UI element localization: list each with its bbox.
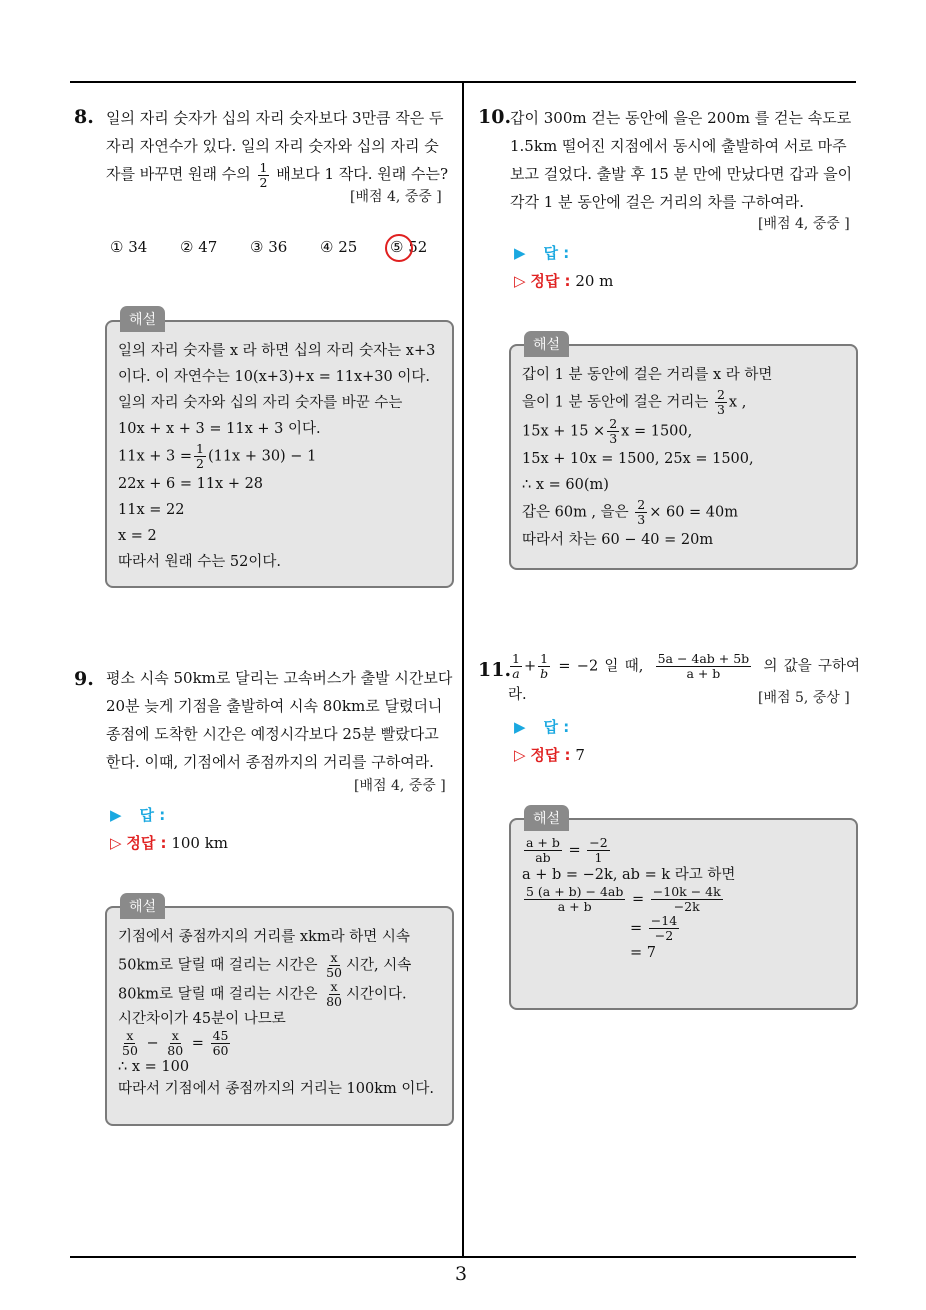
q8-line3a: 자를 바꾸면 원래 수의 [106, 165, 251, 183]
play-icon: ▶ [514, 718, 526, 736]
q9-solution-tag: 해설 [120, 893, 165, 919]
frac-1-over-a: $\frac{1}{a}$ [512, 651, 520, 681]
q10-sol-line: 갑이 1 분 동안에 걸은 거리를 x 라 하면 [522, 367, 773, 383]
q9-sol-line: $\frac{x}{50}$ − $\frac{x}{80}$ = $\frac{45}{60}$ [122, 1028, 229, 1058]
q8-sol-line: x = 2 [118, 528, 157, 544]
q10-score: [배점 4, 중중 ] [758, 216, 850, 232]
q10-sol-line: 갑은 60m , 을은 $\frac{2}{3}$ × 60 = 40m [522, 497, 739, 527]
choice-5[interactable]: ⑤ 52 [390, 238, 428, 256]
q9-sol-line: 시간차이가 45분이 나므로 [118, 1011, 286, 1027]
q10-sol-line: 15x + 15 × $\frac{2}{3}$ x = 1500, [522, 416, 693, 446]
q10-correct-row [514, 270, 613, 291]
q8-line2: 자리 자연수가 있다. 일의 자리 숫자와 십의 자리 숫 [106, 137, 439, 155]
correct-label: 정답 : [530, 272, 571, 290]
q9-correct-row [110, 832, 228, 853]
q10-sol-line: ∴ x = 60(m) [522, 477, 609, 493]
question-11-number: 11. [478, 659, 512, 681]
correct-value: 100 km [171, 834, 229, 852]
q11-solution-text [522, 836, 852, 963]
q9-line: 20분 늦게 기점을 출발하여 시속 80km로 달렸더니 [106, 697, 443, 715]
choice-1[interactable]: ① 34 [110, 238, 148, 256]
column-divider [462, 81, 464, 1257]
q8-sol-line: 일의 자리 숫자와 십의 자리 숫자를 바꾼 수는 [118, 395, 403, 411]
play-icon: ▶ [110, 806, 122, 824]
play-icon: ▶ [514, 244, 526, 262]
q8-sol-line: 따라서 원래 수는 52이다. [118, 554, 281, 570]
q11-sol-line: $\frac{5 (a + b) - 4ab}{a + b}$ = $\frac{-10k - 4k}{-2k}$ [526, 884, 721, 914]
q9-score: [배점 4, 중중 ] [354, 778, 446, 794]
correct-value: 20 m [575, 272, 614, 290]
q11-solution-tag: 해설 [524, 805, 569, 831]
q8-score: [배점 4, 중중 ] [350, 189, 442, 205]
q11-sol-line: a + b = −2k, ab = k 라고 하면 [522, 867, 736, 883]
q11-correct-row [514, 744, 585, 765]
q9-solution-text [118, 924, 448, 1103]
answer-label: 답 : [139, 806, 166, 824]
q11-sol-line: $\frac{a + b}{ab}$ = $\frac{-2}{1}$ [526, 835, 608, 865]
page-number: 3 [455, 1263, 468, 1285]
q9-line: 한다. 이때, 기점에서 종점까지의 거리를 구하여라. [106, 753, 434, 771]
triangle-outline-icon: ▷ [514, 272, 526, 290]
q9-line: 종점에 도착한 시간은 예정시각보다 25분 빨랐다고 [106, 725, 439, 743]
q8-line1: 일의 자리 숫자가 십의 자리 숫자보다 3만큼 작은 두 [106, 109, 444, 127]
triangle-outline-icon: ▷ [514, 746, 526, 764]
correct-value: 7 [575, 746, 585, 764]
question-10-number: 10. [478, 106, 512, 128]
triangle-outline-icon: ▷ [110, 834, 122, 852]
q10-line: 1.5km 떨어진 지점에서 동시에 출발하여 서로 마주 [510, 137, 847, 155]
q11-sol-line: = 7 [630, 945, 656, 961]
q10-solution-text [522, 362, 852, 553]
question-8-number: 8. [74, 106, 94, 128]
half-fraction: $\frac{1}{2}$ [259, 159, 268, 190]
q11-answer-row[interactable] [514, 716, 569, 737]
q9-answer-row[interactable] [110, 804, 165, 825]
q11-condition: = −2 일 때, [558, 658, 644, 675]
question-11-text: $\frac{1}{a}$ + $\frac{1}{b}$ = −2 일 때, $\frac{5a - 4ab + 5b}{a + b}$ 의 값을 구하여라. [508, 651, 861, 703]
q8-solution-tag: 해설 [120, 306, 165, 332]
q9-sol-line: 50km로 달릴 때 걸리는 시간은 $\frac{x}{50}$ 시간, 시속 [118, 950, 412, 980]
q9-sol-line: ∴ x = 100 [118, 1059, 190, 1075]
q9-line: 평소 시속 50km로 달리는 고속버스가 출발 시간보다 [106, 669, 453, 687]
q8-solution-text [118, 338, 448, 575]
q11-tail: 의 값을 구하여라. [508, 658, 861, 703]
answer-label: 답 : [543, 244, 570, 262]
q10-sol-line: 따라서 차는 60 − 40 = 20m [522, 532, 714, 548]
q8-sol-line: 22x + 6 = 11x + 28 [118, 476, 264, 492]
choice-2[interactable]: ② 47 [180, 238, 218, 256]
q8-sol-line: 일의 자리 숫자를 x 라 하면 십의 자리 숫자는 x+3 [118, 343, 436, 359]
choice-3[interactable]: ③ 36 [250, 238, 288, 256]
q11-sol-line: = $\frac{-14}{-2}$ [630, 913, 678, 943]
bottom-rule [70, 1256, 856, 1258]
q11-expression-fraction: $\frac{5a - 4ab + 5b}{a + b}$ [657, 651, 750, 681]
q9-sol-line: 따라서 기점에서 종점까지의 거리는 100km 이다. [118, 1081, 434, 1097]
question-9-text [106, 664, 456, 776]
q8-sol-line: 10x + x + 3 = 11x + 3 이다. [118, 421, 321, 437]
choice-4[interactable]: ④ 25 [320, 238, 358, 256]
q10-line: 갑이 300m 걷는 동안에 을은 200m 를 걷는 속도로 [510, 109, 852, 127]
answer-label: 답 : [543, 718, 570, 736]
q9-sol-line: 기점에서 종점까지의 거리를 xkm라 하면 시속 [118, 929, 410, 945]
selected-answer-circle-icon [385, 234, 413, 262]
q9-sol-line: 80km로 달릴 때 걸리는 시간은 $\frac{x}{80}$ 시간이다. [118, 979, 407, 1009]
correct-label: 정답 : [126, 834, 167, 852]
q10-sol-line: 을이 1 분 동안에 걸은 거리는 $\frac{2}{3}$ x , [522, 387, 747, 417]
q10-line: 보고 걸었다. 출발 후 15 분 만에 만났다면 갑과 을이 [510, 165, 853, 183]
q8-sol-line: 이다. 이 자연수는 10(x+3)+x = 11x+30 이다. [118, 369, 430, 385]
q10-line: 각각 1 분 동안에 걸은 거리의 차를 구하여라. [510, 193, 805, 211]
q8-line3b: 배보다 1 작다. 원래 수는? [276, 165, 449, 183]
q8-sol-line: 11x = 22 [118, 502, 185, 518]
q8-sol-line: 11x + 3 = $\frac{1}{2}$ (11x + 30) − 1 [118, 441, 317, 471]
frac-1-over-b: $\frac{1}{b}$ [540, 651, 549, 681]
question-10-text [510, 104, 858, 216]
q10-answer-row[interactable] [514, 242, 569, 263]
q11-score: [배점 5, 중상 ] [758, 690, 850, 706]
question-8-text [106, 104, 456, 190]
q10-solution-tag: 해설 [524, 331, 569, 357]
q10-sol-line: 15x + 10x = 1500, 25x = 1500, [522, 451, 754, 467]
question-9-number: 9. [74, 668, 94, 690]
correct-label: 정답 : [530, 746, 571, 764]
